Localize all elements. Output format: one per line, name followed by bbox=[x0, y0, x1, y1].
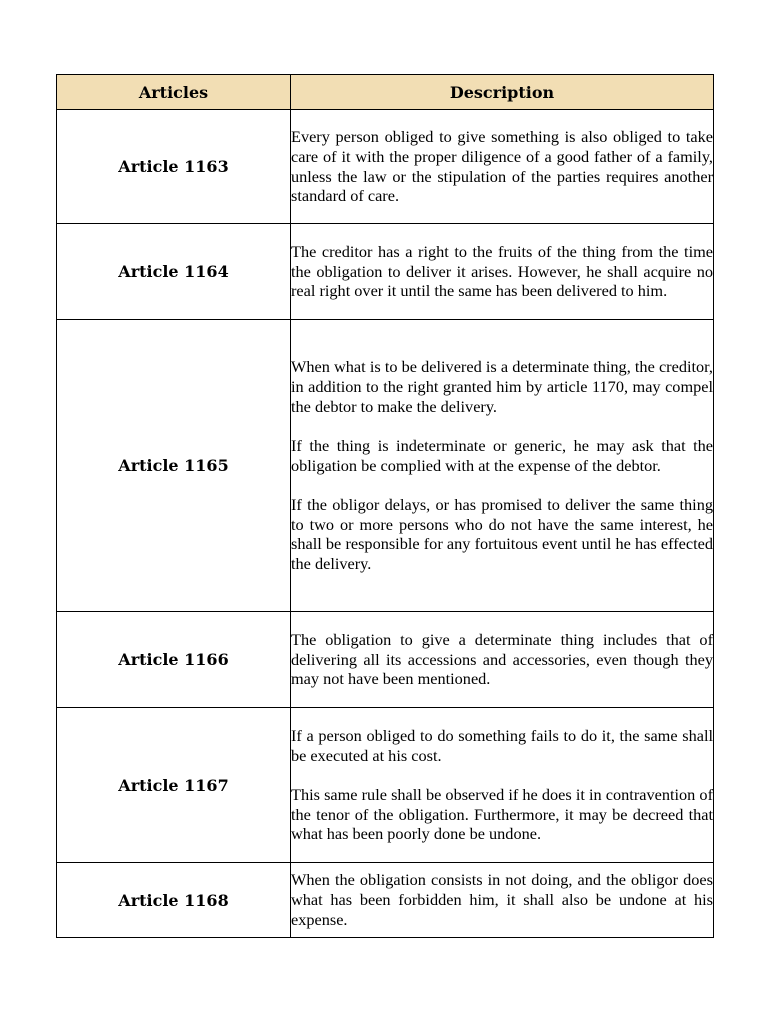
article-description bbox=[291, 612, 714, 708]
table-row bbox=[57, 224, 714, 320]
table-row bbox=[57, 863, 714, 938]
description-paragraph: This same rule shall be observed if he does it in contravention of the tenor of the obligation. Furthermore, it may be decreed that what has been poorly done be undone. bbox=[291, 784, 713, 844]
description-paragraph: If the obligor delays, or has promised to deliver the same thing to two or more persons who do not have the same interest, he shall be responsible for any fortuitous event until he has effected the delivery. bbox=[291, 494, 713, 573]
table-row bbox=[57, 612, 714, 708]
articles-table bbox=[56, 74, 714, 938]
article-number: Article 1168 bbox=[57, 863, 291, 938]
articles-column-header: Articles bbox=[57, 75, 291, 110]
description-paragraph: If a person obliged to do something fails to do it, the same shall be executed at his cost. bbox=[291, 725, 713, 765]
table-row bbox=[57, 110, 714, 224]
article-number: Article 1166 bbox=[57, 612, 291, 708]
article-number: Article 1165 bbox=[57, 320, 291, 612]
description-paragraph: The creditor has a right to the fruits of the thing from the time the obligation to deliver it arises. However, he shall acquire no real right over it until the same has been delivered to him. bbox=[291, 241, 713, 301]
article-number: Article 1163 bbox=[57, 110, 291, 224]
description-paragraph: When what is to be delivered is a determinate thing, the creditor, in addition to the right granted him by article 1170, may compel the debtor to make the delivery. bbox=[291, 357, 713, 416]
table-row bbox=[57, 708, 714, 863]
description-column-header: Description bbox=[291, 75, 714, 110]
article-description bbox=[291, 110, 714, 224]
article-number: Article 1164 bbox=[57, 224, 291, 320]
article-description bbox=[291, 320, 714, 612]
description-paragraph: Every person obliged to give something is also obliged to take care of it with the proper diligence of a good father of a family, unless the law or the stipulation of the parties requires another standard of care. bbox=[291, 127, 713, 206]
article-number: Article 1167 bbox=[57, 708, 291, 863]
article-description bbox=[291, 863, 714, 938]
description-paragraph: If the thing is indeterminate or generic, he may ask that the obligation be complied with at the expense of the debtor. bbox=[291, 435, 713, 475]
description-paragraph: When the obligation consists in not doing, and the obligor does what has been forbidden him, it shall also be undone at his expense. bbox=[291, 870, 713, 929]
description-paragraph: The obligation to give a determinate thing includes that of delivering all its accessions and accessories, even though they may not have been mentioned. bbox=[291, 629, 713, 689]
article-description bbox=[291, 224, 714, 320]
header-row bbox=[57, 75, 714, 110]
article-description bbox=[291, 708, 714, 863]
table-row bbox=[57, 320, 714, 612]
